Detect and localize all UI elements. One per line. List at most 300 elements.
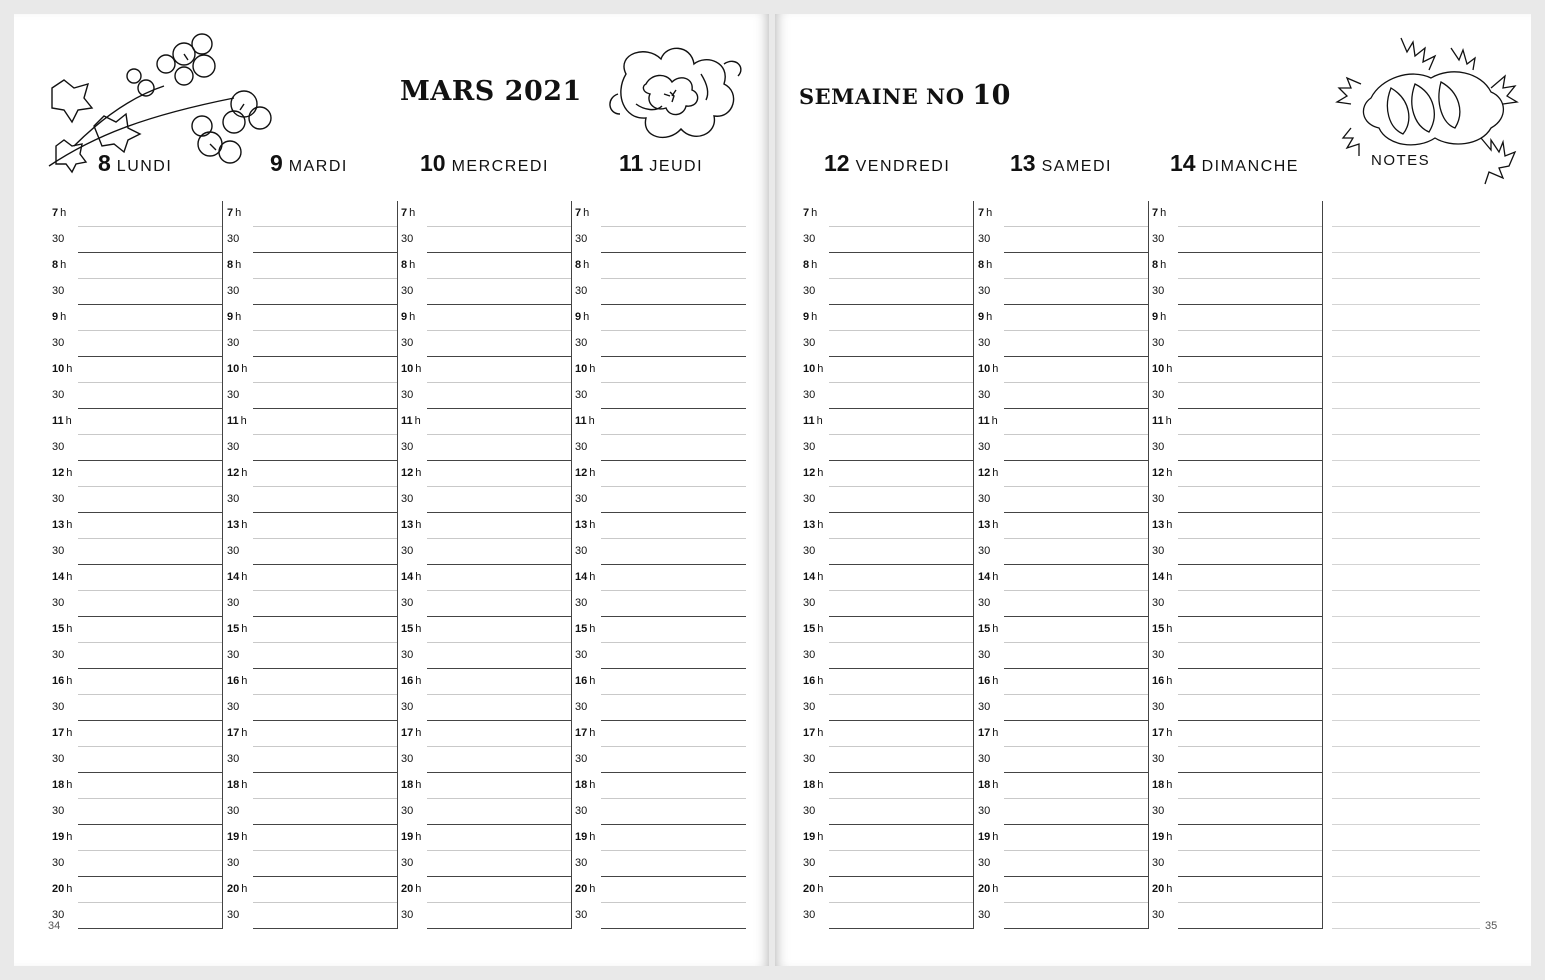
half-hour-slot[interactable] (1152, 851, 1322, 877)
half-hour-slot[interactable] (1152, 799, 1322, 825)
hour-slot[interactable] (575, 825, 746, 851)
hour-slot[interactable] (401, 617, 571, 643)
hour-slot[interactable] (803, 877, 973, 903)
hour-number: 18 (227, 779, 240, 791)
half-hour-slot[interactable] (227, 643, 397, 669)
half-hour-slot[interactable] (803, 903, 973, 929)
half-hour-slot[interactable] (978, 747, 1148, 773)
hour-slot[interactable] (1152, 409, 1322, 435)
hour-slot[interactable] (1152, 825, 1322, 851)
notes-line (1332, 928, 1480, 929)
hour-label (401, 259, 415, 271)
half-hour-slot[interactable] (803, 591, 973, 617)
half-hour-label: 30 (1152, 805, 1165, 817)
hour-slot[interactable] (575, 357, 746, 383)
hour-slot[interactable] (401, 877, 571, 903)
hour-slot[interactable] (1152, 669, 1322, 695)
half-hour-slot[interactable] (978, 695, 1148, 721)
half-hour-slot[interactable] (1152, 695, 1322, 721)
half-hour-slot[interactable] (52, 383, 222, 409)
hour-slot[interactable] (52, 409, 222, 435)
half-hour-slot[interactable] (1152, 643, 1322, 669)
hour-slot[interactable] (1152, 721, 1322, 747)
half-hour-slot[interactable] (52, 591, 222, 617)
half-hour-slot[interactable] (227, 539, 397, 565)
hour-suffix: h (589, 467, 596, 479)
half-hour-slot[interactable] (978, 539, 1148, 565)
half-hour-slot[interactable] (52, 435, 222, 461)
writing-line (78, 928, 222, 929)
half-hour-slot[interactable] (52, 331, 222, 357)
hour-suffix: h (414, 415, 421, 427)
notes-line (1332, 720, 1480, 721)
half-hour-label: 30 (1152, 649, 1165, 661)
hour-slot[interactable] (575, 877, 746, 903)
hour-slot[interactable] (227, 461, 397, 487)
hour-slot[interactable] (978, 253, 1148, 279)
half-hour-label: 30 (52, 233, 65, 245)
half-hour-slot[interactable] (1152, 591, 1322, 617)
half-hour-label: 30 (1152, 753, 1165, 765)
hour-label (978, 831, 998, 843)
half-hour-slot[interactable] (401, 435, 571, 461)
hour-slot[interactable] (227, 773, 397, 799)
hour-suffix: h (811, 207, 818, 219)
hour-label (1152, 883, 1172, 895)
half-hour-slot[interactable] (978, 383, 1148, 409)
hour-label (803, 727, 823, 739)
half-hour-slot[interactable] (803, 643, 973, 669)
hour-slot[interactable] (401, 357, 571, 383)
day-name: VENDREDI (855, 158, 951, 175)
half-hour-slot[interactable] (978, 487, 1148, 513)
notes-line (1332, 486, 1480, 487)
day-header-vendredi (824, 150, 950, 177)
hour-suffix: h (415, 883, 422, 895)
half-hour-slot[interactable] (803, 747, 973, 773)
hour-suffix: h (241, 779, 248, 791)
hour-number: 13 (803, 519, 816, 531)
half-hour-label: 30 (227, 285, 240, 297)
half-hour-slot[interactable] (575, 383, 746, 409)
half-hour-slot[interactable] (401, 591, 571, 617)
hour-slot[interactable] (401, 721, 571, 747)
half-hour-label: 30 (52, 649, 65, 661)
hour-slot[interactable] (803, 201, 973, 227)
hour-slot[interactable] (803, 721, 973, 747)
hour-slot[interactable] (978, 201, 1148, 227)
half-hour-slot[interactable] (575, 851, 746, 877)
hour-number: 11 (575, 415, 587, 427)
hour-label (803, 311, 817, 323)
hour-slot[interactable] (227, 253, 397, 279)
half-hour-slot[interactable] (52, 227, 222, 253)
half-hour-slot[interactable] (803, 851, 973, 877)
notes-line (1332, 460, 1480, 461)
hour-slot[interactable] (1152, 877, 1322, 903)
hour-slot[interactable] (803, 409, 973, 435)
writing-line (427, 928, 571, 929)
hour-suffix: h (1160, 311, 1167, 323)
half-hour-slot[interactable] (575, 591, 746, 617)
hour-label (978, 883, 998, 895)
half-hour-label: 30 (52, 285, 65, 297)
hour-slot[interactable] (803, 357, 973, 383)
hour-label (978, 519, 998, 531)
hour-number: 11 (52, 415, 64, 427)
half-hour-label: 30 (575, 337, 588, 349)
half-hour-slot[interactable] (401, 747, 571, 773)
hour-number: 7 (978, 207, 985, 219)
hour-slot[interactable] (52, 513, 222, 539)
hour-slot[interactable] (401, 513, 571, 539)
half-hour-slot[interactable] (978, 903, 1148, 929)
hour-slot[interactable] (227, 825, 397, 851)
half-hour-label: 30 (575, 597, 588, 609)
hour-slot[interactable] (978, 773, 1148, 799)
hour-slot[interactable] (401, 305, 571, 331)
hour-label (978, 311, 992, 323)
half-hour-label: 30 (1152, 441, 1165, 453)
hour-slot[interactable] (978, 357, 1148, 383)
hour-slot[interactable] (1152, 773, 1322, 799)
half-hour-slot[interactable] (978, 851, 1148, 877)
half-hour-slot[interactable] (803, 539, 973, 565)
notes-line (1332, 564, 1480, 565)
hour-slot[interactable] (978, 825, 1148, 851)
hour-slot[interactable] (227, 617, 397, 643)
hour-label (227, 623, 247, 635)
hour-suffix: h (992, 779, 999, 791)
half-hour-slot[interactable] (227, 383, 397, 409)
half-hour-slot[interactable] (52, 539, 222, 565)
hour-slot[interactable] (803, 305, 973, 331)
half-hour-slot[interactable] (227, 799, 397, 825)
hour-label (227, 259, 241, 271)
hour-slot[interactable] (52, 669, 222, 695)
hour-number: 10 (1152, 363, 1165, 375)
hour-slot[interactable] (978, 721, 1148, 747)
half-hour-label: 30 (803, 233, 816, 245)
half-hour-slot[interactable] (803, 279, 973, 305)
hour-number: 12 (575, 467, 588, 479)
half-hour-slot[interactable] (803, 435, 973, 461)
half-hour-slot[interactable] (1152, 539, 1322, 565)
half-hour-slot[interactable] (803, 799, 973, 825)
notes-line (1332, 668, 1480, 669)
hour-label (227, 779, 247, 791)
half-hour-slot[interactable] (1152, 227, 1322, 253)
half-hour-slot[interactable] (803, 383, 973, 409)
half-hour-slot[interactable] (575, 643, 746, 669)
half-hour-slot[interactable] (52, 747, 222, 773)
hour-label (52, 727, 72, 739)
half-hour-slot[interactable] (803, 331, 973, 357)
hour-slot[interactable] (401, 565, 571, 591)
half-hour-slot[interactable] (978, 227, 1148, 253)
hour-label (575, 519, 595, 531)
hour-slot[interactable] (52, 721, 222, 747)
hour-slot[interactable] (575, 565, 746, 591)
half-hour-slot[interactable] (575, 799, 746, 825)
half-hour-slot[interactable] (1152, 279, 1322, 305)
hour-suffix: h (817, 623, 824, 635)
hour-slot[interactable] (803, 773, 973, 799)
hour-slot[interactable] (52, 305, 222, 331)
half-hour-slot[interactable] (52, 851, 222, 877)
half-hour-slot[interactable] (978, 279, 1148, 305)
hour-slot[interactable] (1152, 513, 1322, 539)
half-hour-slot[interactable] (401, 279, 571, 305)
half-hour-slot[interactable] (227, 747, 397, 773)
hour-number: 9 (978, 311, 985, 323)
half-hour-slot[interactable] (52, 799, 222, 825)
half-hour-label: 30 (401, 805, 414, 817)
half-hour-slot[interactable] (575, 435, 746, 461)
day-number: 9 (270, 150, 283, 176)
half-hour-slot[interactable] (52, 643, 222, 669)
half-hour-slot[interactable] (227, 227, 397, 253)
hour-slot[interactable] (52, 357, 222, 383)
hour-slot[interactable] (227, 669, 397, 695)
hour-slot[interactable] (52, 877, 222, 903)
hour-slot[interactable] (575, 305, 746, 331)
hour-slot[interactable] (52, 565, 222, 591)
half-hour-slot[interactable] (978, 435, 1148, 461)
hour-slot[interactable] (401, 669, 571, 695)
hour-slot[interactable] (575, 201, 746, 227)
hour-slot[interactable] (803, 617, 973, 643)
hour-slot[interactable] (1152, 565, 1322, 591)
half-hour-slot[interactable] (227, 695, 397, 721)
half-hour-label: 30 (978, 233, 991, 245)
half-hour-label: 30 (1152, 545, 1165, 557)
half-hour-slot[interactable] (401, 643, 571, 669)
hour-slot[interactable] (401, 773, 571, 799)
hour-slot[interactable] (803, 669, 973, 695)
half-hour-slot[interactable] (1152, 331, 1322, 357)
hour-suffix: h (60, 311, 67, 323)
hour-slot[interactable] (575, 669, 746, 695)
hour-slot[interactable] (52, 617, 222, 643)
hour-slot[interactable] (978, 669, 1148, 695)
hour-slot[interactable] (575, 617, 746, 643)
hour-slot[interactable] (52, 825, 222, 851)
hour-slot[interactable] (52, 773, 222, 799)
hour-slot[interactable] (227, 565, 397, 591)
half-hour-label: 30 (401, 389, 414, 401)
hour-label (1152, 363, 1172, 375)
half-hour-slot[interactable] (227, 279, 397, 305)
hour-label (401, 571, 421, 583)
half-hour-slot[interactable] (401, 851, 571, 877)
hour-slot[interactable] (1152, 357, 1322, 383)
hour-slot[interactable] (803, 565, 973, 591)
half-hour-label: 30 (575, 493, 588, 505)
floral-illustration-pansies (606, 34, 751, 152)
half-hour-slot[interactable] (978, 799, 1148, 825)
half-hour-slot[interactable] (401, 487, 571, 513)
half-hour-label: 30 (227, 233, 240, 245)
hour-slot[interactable] (978, 877, 1148, 903)
writing-line (1004, 928, 1148, 929)
hour-slot[interactable] (227, 305, 397, 331)
hour-suffix: h (986, 207, 993, 219)
hour-slot[interactable] (978, 617, 1148, 643)
hour-slot[interactable] (401, 201, 571, 227)
hour-suffix: h (816, 415, 823, 427)
hour-suffix: h (240, 415, 247, 427)
half-hour-slot[interactable] (575, 539, 746, 565)
half-hour-slot[interactable] (1152, 747, 1322, 773)
half-hour-slot[interactable] (575, 279, 746, 305)
half-hour-slot[interactable] (52, 487, 222, 513)
half-hour-label: 30 (227, 597, 240, 609)
hour-slot[interactable] (803, 253, 973, 279)
hour-slot[interactable] (52, 201, 222, 227)
half-hour-slot[interactable] (52, 903, 222, 929)
hour-slot[interactable] (227, 721, 397, 747)
half-hour-slot[interactable] (227, 331, 397, 357)
half-hour-slot[interactable] (227, 435, 397, 461)
hour-number: 15 (1152, 623, 1165, 635)
half-hour-label: 30 (401, 493, 414, 505)
half-hour-slot[interactable] (803, 695, 973, 721)
hour-label (227, 415, 247, 427)
hour-label (803, 467, 823, 479)
half-hour-slot[interactable] (1152, 487, 1322, 513)
half-hour-slot[interactable] (401, 383, 571, 409)
half-hour-slot[interactable] (227, 903, 397, 929)
hour-number: 11 (1152, 415, 1164, 427)
half-hour-label: 30 (401, 857, 414, 869)
half-hour-label: 30 (1152, 701, 1165, 713)
half-hour-label: 30 (52, 805, 65, 817)
hour-slot[interactable] (803, 461, 973, 487)
hour-slot[interactable] (803, 825, 973, 851)
hour-slot[interactable] (1152, 305, 1322, 331)
hour-label (803, 259, 817, 271)
hour-slot[interactable] (978, 565, 1148, 591)
hour-number: 9 (575, 311, 582, 323)
hour-slot[interactable] (401, 253, 571, 279)
half-hour-slot[interactable] (227, 487, 397, 513)
hour-slot[interactable] (52, 253, 222, 279)
hour-slot[interactable] (978, 305, 1148, 331)
hour-label (227, 727, 247, 739)
hour-suffix: h (235, 311, 242, 323)
half-hour-slot[interactable] (978, 591, 1148, 617)
half-hour-slot[interactable] (401, 799, 571, 825)
half-hour-slot[interactable] (575, 747, 746, 773)
hour-slot[interactable] (401, 409, 571, 435)
half-hour-slot[interactable] (401, 331, 571, 357)
half-hour-slot[interactable] (978, 331, 1148, 357)
hour-number: 7 (52, 207, 59, 219)
hour-label (227, 207, 241, 219)
hour-slot[interactable] (575, 513, 746, 539)
half-hour-slot[interactable] (52, 279, 222, 305)
half-hour-label: 30 (978, 493, 991, 505)
day-name: SAMEDI (1041, 158, 1112, 175)
half-hour-slot[interactable] (227, 851, 397, 877)
half-hour-slot[interactable] (1152, 435, 1322, 461)
hour-slot[interactable] (227, 201, 397, 227)
hour-slot[interactable] (401, 825, 571, 851)
half-hour-slot[interactable] (1152, 903, 1322, 929)
hour-suffix: h (817, 467, 824, 479)
hour-label (978, 363, 998, 375)
hour-label (575, 883, 595, 895)
hour-slot[interactable] (1152, 461, 1322, 487)
hour-slot[interactable] (1152, 617, 1322, 643)
half-hour-slot[interactable] (575, 903, 746, 929)
hour-slot[interactable] (52, 461, 222, 487)
hour-suffix: h (1166, 623, 1173, 635)
half-hour-slot[interactable] (401, 539, 571, 565)
half-hour-label: 30 (52, 441, 65, 453)
half-hour-label: 30 (227, 805, 240, 817)
half-hour-slot[interactable] (401, 695, 571, 721)
hour-suffix: h (1160, 259, 1167, 271)
hour-slot[interactable] (978, 513, 1148, 539)
half-hour-label: 30 (401, 233, 414, 245)
hour-slot[interactable] (575, 461, 746, 487)
half-hour-slot[interactable] (575, 331, 746, 357)
half-hour-slot[interactable] (1152, 383, 1322, 409)
half-hour-slot[interactable] (227, 591, 397, 617)
half-hour-slot[interactable] (803, 227, 973, 253)
hour-slot[interactable] (227, 513, 397, 539)
hour-number: 13 (1152, 519, 1165, 531)
hour-label (401, 883, 421, 895)
hour-slot[interactable] (227, 877, 397, 903)
half-hour-slot[interactable] (575, 695, 746, 721)
hour-label (227, 363, 247, 375)
hour-slot[interactable] (978, 461, 1148, 487)
hour-slot[interactable] (575, 721, 746, 747)
half-hour-slot[interactable] (803, 487, 973, 513)
hour-slot[interactable] (227, 357, 397, 383)
hour-slot[interactable] (401, 461, 571, 487)
hour-number: 18 (52, 779, 65, 791)
half-hour-label: 30 (52, 753, 65, 765)
schedule-column-vendredi (803, 201, 974, 929)
hour-number: 20 (401, 883, 414, 895)
hour-slot[interactable] (575, 773, 746, 799)
hour-slot[interactable] (1152, 253, 1322, 279)
hour-slot[interactable] (227, 409, 397, 435)
notes-area[interactable] (1332, 201, 1480, 929)
half-hour-slot[interactable] (978, 643, 1148, 669)
half-hour-slot[interactable] (401, 903, 571, 929)
hour-number: 16 (978, 675, 991, 687)
hour-slot[interactable] (575, 409, 746, 435)
hour-label (1152, 831, 1172, 843)
writing-line (601, 928, 746, 929)
half-hour-slot[interactable] (401, 227, 571, 253)
hour-suffix: h (415, 519, 422, 531)
hour-slot[interactable] (1152, 201, 1322, 227)
half-hour-slot[interactable] (575, 227, 746, 253)
hour-slot[interactable] (575, 253, 746, 279)
hour-slot[interactable] (803, 513, 973, 539)
hour-suffix: h (817, 779, 824, 791)
hour-slot[interactable] (978, 409, 1148, 435)
half-hour-label: 30 (1152, 909, 1165, 921)
half-hour-slot[interactable] (52, 695, 222, 721)
half-hour-slot[interactable] (575, 487, 746, 513)
